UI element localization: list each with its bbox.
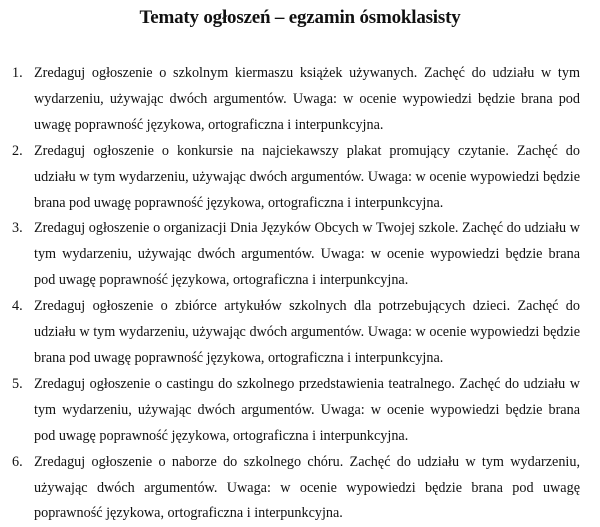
item-number: 1.	[12, 65, 23, 81]
topic-item-3	[0, 216, 600, 294]
item-number: 4.	[12, 298, 23, 315]
item-text: Zredaguj ogłoszenie o naborze do szkolnego chóru. Zachęć do udziału w tym wydarzeniu, używając dwóch argumentów. Uwaga: w ocenie wypowiedzi będzie brana pod uwagę poprawność językowa, ortograficzna i interpunkcyjna.	[34, 453, 580, 522]
topic-item-6	[0, 450, 600, 527]
item-text: Zredaguj ogłoszenie o zbiórce artykułów szkolnych dla potrzebujących dzieci. Zachęć do udziału w tym wydarzeniu, używając dwóch argumentów. Uwaga: w ocenie wypowiedzi będzie brana pod uwagę poprawność językowa, ortograficzna i interpunkcyjna.	[34, 298, 580, 366]
topic-item-1	[0, 61, 600, 139]
topic-item-5	[0, 372, 600, 450]
item-text: Zredaguj ogłoszenie o konkursie na najciekawszy plakat promujący czytanie. Zachęć do udziału w tym wydarzeniu, używając dwóch argumentów. Uwaga: w ocenie wypowiedzi będzie brana pod uwagę poprawność językowa, ortograficzna i interpunkcyjna.	[34, 142, 580, 211]
item-number: 2.	[12, 142, 23, 159]
item-number: 3.	[12, 220, 23, 237]
topic-item-4	[0, 294, 600, 372]
item-number: 5.	[12, 375, 23, 392]
topic-item-2	[0, 139, 600, 217]
document-title: Tematy ogłoszeń – egzamin ósmoklasisty	[139, 7, 461, 28]
item-text: Zredaguj ogłoszenie o organizacji Dnia Języków Obcych w Twojej szkole. Zachęć do udziału w tym wydarzeniu, używając dwóch argumentów. Uwaga: w ocenie wypowiedzi będzie brana pod uwagę poprawność językowa, ortograficzna i interpunkcyjna.	[34, 220, 580, 289]
item-number: 6.	[12, 453, 23, 470]
item-text: Zredaguj ogłoszenie o castingu do szkolnego przedstawienia teatralnego. Zachęć do udziału w tym wydarzeniu, używając dwóch argumentów. Uwaga: w ocenie wypowiedzi będzie brana pod uwagę poprawność językowa, ortograficzna i interpunkcyjna.	[34, 375, 580, 444]
topics-list	[0, 61, 600, 527]
item-text: Zredaguj ogłoszenie o szkolnym kiermaszu książek używanych. Zachęć do udziału w tym wydarzeniu, używając dwóch argumentów. Uwaga: w ocenie wypowiedzi będzie brana pod uwagę poprawność językowa, ortograficzna i interpunkcyjna.	[34, 65, 580, 133]
